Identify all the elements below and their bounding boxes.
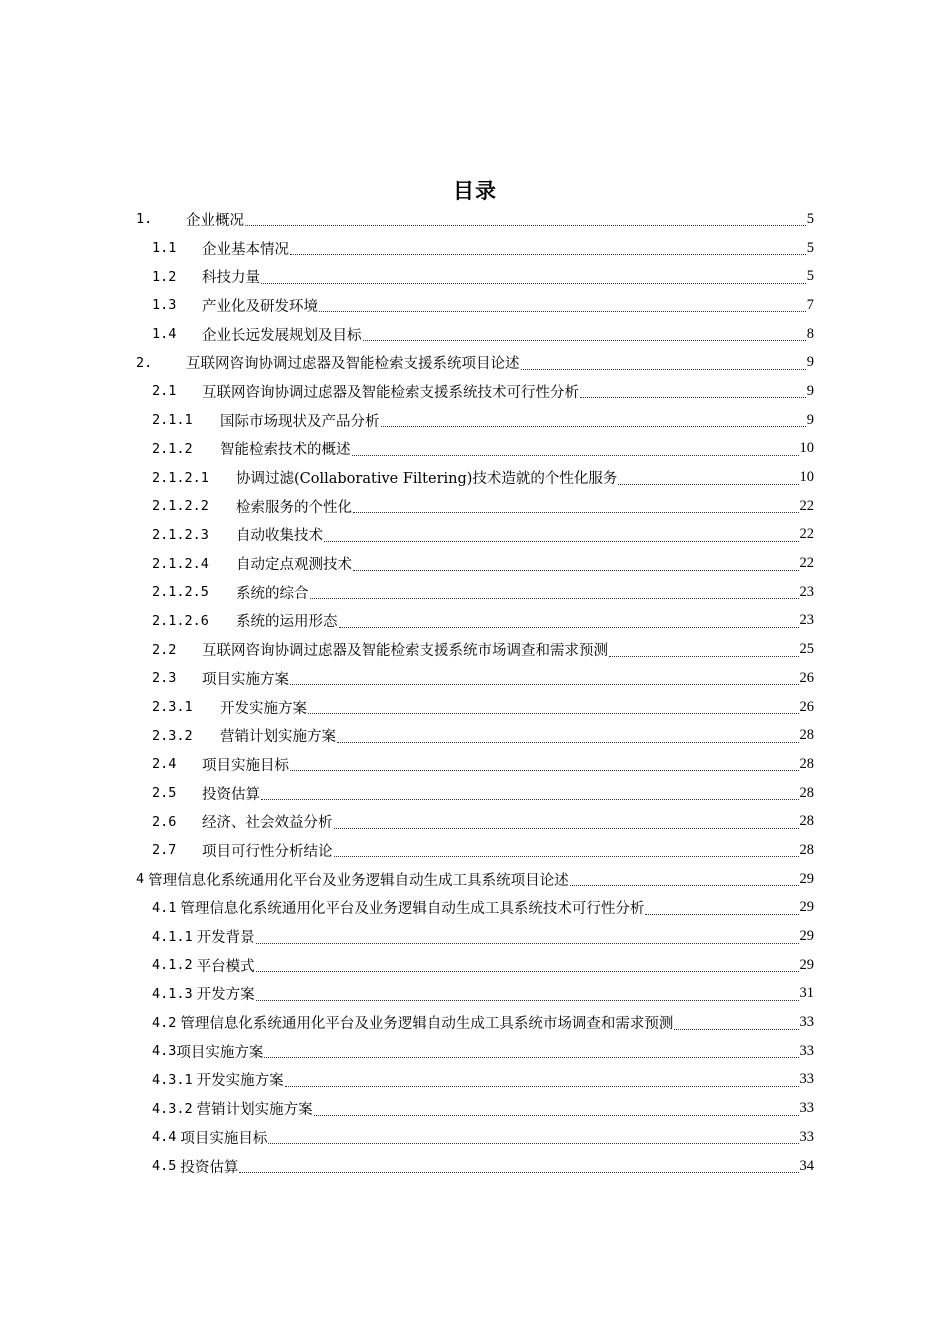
toc-dot-leader (285, 1085, 799, 1087)
toc-entry-label: 项目实施方案 (176, 1044, 264, 1061)
toc-entry-label: 开发背景 (196, 930, 255, 947)
toc-dot-leader (256, 970, 799, 972)
toc-entry-label: 经济、社会效益分析 (202, 815, 333, 832)
toc-entry-page-number: 34 (799, 1157, 814, 1174)
toc-entry[interactable] (136, 750, 814, 779)
toc-entry[interactable] (136, 549, 814, 578)
toc-entry[interactable] (136, 607, 814, 636)
toc-dot-leader (609, 655, 799, 657)
toc-entry[interactable] (136, 492, 814, 521)
toc-entry[interactable] (136, 435, 814, 464)
toc-entry-number: 4.1.3 (152, 985, 193, 1002)
toc-entry-number: 2.2 (152, 641, 177, 658)
toc-entry-page-number: 28 (799, 784, 814, 801)
toc-entry-number: 4.1.2 (152, 957, 193, 974)
toc-entry[interactable] (136, 664, 814, 693)
toc-entry[interactable] (136, 234, 814, 263)
toc-entry-page-number: 22 (799, 555, 814, 572)
toc-entry[interactable] (136, 779, 814, 808)
toc-entry-label: 智能检索技术的概述 (220, 442, 351, 459)
toc-entry[interactable] (136, 865, 814, 894)
toc-entry-page-number: 23 (799, 583, 814, 600)
toc-entry-label: 协调过滤(Collaborative Filtering)技术造就的个性化服务 (236, 471, 618, 488)
toc-dot-leader (264, 1056, 798, 1058)
toc-entry-number: 2.1.2.1 (152, 469, 209, 486)
toc-entry-page-number: 22 (799, 526, 814, 543)
toc-entry[interactable] (136, 721, 814, 750)
toc-dot-leader (310, 597, 799, 599)
page-title: 目录 (453, 178, 497, 203)
toc-entry[interactable] (136, 406, 814, 435)
table-of-contents (136, 205, 814, 1180)
toc-entry-number: 2.1.2 (152, 440, 193, 457)
toc-dot-leader (339, 626, 799, 628)
toc-dot-leader (353, 569, 799, 571)
toc-entry[interactable] (136, 635, 814, 664)
toc-entry-page-number: 33 (799, 1128, 814, 1145)
toc-entry-number: 4.1 (152, 899, 177, 916)
toc-entry-number: 4.3.2 (152, 1100, 193, 1117)
toc-entry[interactable] (136, 291, 814, 320)
toc-entry-label: 开发实施方案 (220, 700, 307, 717)
toc-entry-label: 产业化及研发环境 (202, 298, 318, 315)
toc-entry[interactable] (136, 1123, 814, 1152)
toc-entry-label: 开发实施方案 (196, 1073, 284, 1090)
toc-entry-label: 管理信息化系统通用化平台及业务逻辑自动生成工具系统项目论述 (148, 872, 569, 889)
toc-entry-label: 营销计划实施方案 (196, 1102, 313, 1119)
toc-entry-label: 互联网咨询协调过虑器及智能检索支援系统项目论述 (186, 356, 520, 373)
toc-dot-leader (308, 712, 799, 714)
toc-entry[interactable] (136, 1037, 814, 1066)
toc-dot-leader (245, 224, 806, 226)
toc-entry-number: 2.4 (152, 756, 177, 773)
toc-entry-number: 2.1.2.2 (152, 498, 209, 515)
toc-entry-page-number: 5 (806, 239, 814, 256)
toc-entry-label: 互联网咨询协调过虑器及智能检索支援系统市场调查和需求预测 (202, 643, 608, 660)
toc-entry-number: 4.2 (152, 1014, 177, 1031)
toc-entry[interactable] (136, 922, 814, 951)
toc-entry-number: 1.3 (152, 297, 177, 314)
toc-entry-label: 平台模式 (196, 958, 255, 975)
toc-entry-page-number: 9 (806, 382, 814, 399)
toc-dot-leader (363, 339, 806, 341)
toc-dot-leader (334, 827, 799, 829)
toc-entry-label: 互联网咨询协调过虑器及智能检索支援系统技术可行性分析 (202, 384, 579, 401)
toc-entry-page-number: 8 (806, 325, 814, 342)
toc-entry[interactable] (136, 578, 814, 607)
toc-entry-number: 2.1.2.5 (152, 584, 209, 601)
toc-entry-number: 1.2 (152, 268, 177, 285)
toc-dot-leader (381, 425, 806, 427)
toc-entry[interactable] (136, 951, 814, 980)
toc-entry-page-number: 10 (799, 440, 814, 457)
toc-entry-page-number: 28 (799, 755, 814, 772)
toc-entry-label: 检索服务的个性化 (236, 499, 352, 516)
toc-entry[interactable] (136, 463, 814, 492)
toc-entry-page-number: 5 (806, 210, 814, 227)
toc-entry-number: 2.3.2 (152, 727, 193, 744)
toc-entry-label: 项目实施目标 (180, 1130, 268, 1147)
toc-entry[interactable] (136, 1152, 814, 1181)
toc-dot-leader (290, 769, 799, 771)
toc-entry-page-number: 28 (799, 841, 814, 858)
toc-dot-leader (256, 942, 799, 944)
toc-entry-label: 自动定点观测技术 (236, 557, 352, 574)
toc-entry-page-number: 9 (806, 354, 814, 371)
toc-entry-number: 4.5 (152, 1158, 177, 1175)
toc-entry-label: 自动收集技术 (236, 528, 323, 545)
toc-entry-page-number: 23 (799, 612, 814, 629)
toc-entry-number: 4.3 (152, 1043, 177, 1060)
toc-entry-number: 2.3.1 (152, 699, 193, 716)
toc-entry-label: 营销计划实施方案 (220, 729, 336, 746)
toc-entry[interactable] (136, 521, 814, 550)
toc-entry-number: 2.1.2.3 (152, 526, 209, 543)
toc-entry-page-number: 31 (799, 985, 814, 1002)
toc-entry-page-number: 10 (799, 469, 814, 486)
toc-entry-number: 1.1 (152, 240, 177, 257)
toc-dot-leader (618, 483, 798, 485)
toc-entry[interactable] (136, 348, 814, 377)
toc-entry[interactable] (136, 894, 814, 923)
toc-entry[interactable] (136, 1066, 814, 1095)
toc-entry-page-number: 33 (799, 1042, 814, 1059)
toc-entry-number: 2. (136, 354, 153, 371)
toc-dot-leader (674, 1028, 798, 1030)
toc-entry-label: 企业长远发展规划及目标 (202, 327, 362, 344)
toc-entry-number: 4.1.1 (152, 928, 193, 945)
toc-entry-number: 2.7 (152, 842, 177, 859)
toc-dot-leader (353, 511, 799, 513)
toc-dot-leader (314, 1114, 799, 1116)
toc-dot-leader (290, 683, 799, 685)
toc-dot-leader (645, 913, 798, 915)
toc-dot-leader (239, 1171, 798, 1173)
toc-entry-label: 开发方案 (196, 987, 255, 1004)
toc-dot-leader (570, 884, 799, 886)
toc-dot-leader (580, 396, 806, 398)
toc-entry[interactable] (136, 320, 814, 349)
toc-entry-label: 系统的运用形态 (236, 614, 338, 631)
toc-dot-leader (324, 540, 799, 542)
toc-dot-leader (521, 368, 806, 370)
toc-entry-page-number: 22 (799, 497, 814, 514)
toc-dot-leader (319, 310, 806, 312)
toc-entry[interactable] (136, 693, 814, 722)
toc-entry-number: 2.1.2.6 (152, 612, 209, 629)
toc-entry-label: 项目可行性分析结论 (202, 843, 333, 860)
toc-entry[interactable] (136, 377, 814, 406)
toc-entry-page-number: 5 (806, 268, 814, 285)
toc-entry-label: 国际市场现状及产品分析 (220, 413, 380, 430)
toc-entry[interactable] (136, 1008, 814, 1037)
toc-dot-leader (256, 999, 799, 1001)
toc-entry-label: 投资估算 (202, 786, 260, 803)
toc-entry-number: 2.1.2.4 (152, 555, 209, 572)
toc-dot-leader (261, 798, 799, 800)
toc-entry-label: 管理信息化系统通用化平台及业务逻辑自动生成工具系统市场调查和需求预测 (180, 1016, 674, 1033)
toc-dot-leader (290, 253, 806, 255)
toc-entry[interactable] (136, 262, 814, 291)
toc-dot-leader (261, 282, 806, 284)
toc-entry-page-number: 25 (799, 641, 814, 658)
toc-entry-page-number: 33 (799, 1014, 814, 1031)
toc-entry-page-number: 29 (799, 870, 814, 887)
toc-entry-label: 科技力量 (202, 270, 260, 287)
toc-entry[interactable] (136, 807, 814, 836)
toc-entry-number: 2.1.1 (152, 412, 193, 429)
toc-entry-page-number: 26 (799, 669, 814, 686)
toc-entry-number: 4.4 (152, 1129, 177, 1146)
toc-entry-page-number: 29 (799, 956, 814, 973)
toc-entry-number: 2.6 (152, 813, 177, 830)
toc-entry-number: 2.3 (152, 670, 177, 687)
toc-entry-number: 2.1 (152, 383, 177, 400)
toc-entry-page-number: 9 (806, 411, 814, 428)
toc-entry-label: 投资估算 (180, 1159, 239, 1176)
toc-entry-label: 项目实施目标 (202, 757, 289, 774)
toc-entry-number: 2.5 (152, 785, 177, 802)
toc-entry[interactable] (136, 1094, 814, 1123)
toc-entry-page-number: 7 (806, 296, 814, 313)
toc-entry-label: 项目实施方案 (202, 671, 289, 688)
toc-entry-label: 企业概况 (186, 212, 244, 229)
toc-dot-leader (337, 741, 799, 743)
toc-entry-number: 4.3.1 (152, 1071, 193, 1088)
toc-entry-label: 管理信息化系统通用化平台及业务逻辑自动生成工具系统技术可行性分析 (180, 901, 645, 918)
toc-entry-number: 1. (136, 211, 153, 228)
toc-entry-number: 4 (136, 871, 145, 888)
toc-entry-page-number: 29 (799, 899, 814, 916)
toc-entry-label: 企业基本情况 (202, 241, 289, 258)
toc-entry-page-number: 26 (799, 698, 814, 715)
toc-dot-leader (334, 855, 799, 857)
toc-dot-leader (268, 1142, 798, 1144)
toc-entry[interactable] (136, 205, 814, 234)
toc-entry-label: 系统的综合 (236, 585, 309, 602)
toc-entry[interactable] (136, 836, 814, 865)
toc-entry-page-number: 33 (799, 1071, 814, 1088)
toc-entry-page-number: 29 (799, 928, 814, 945)
toc-entry-page-number: 28 (799, 813, 814, 830)
toc-entry[interactable] (136, 980, 814, 1009)
toc-entry-page-number: 28 (799, 727, 814, 744)
toc-entry-number: 1.4 (152, 326, 177, 343)
toc-entry-page-number: 33 (799, 1100, 814, 1117)
toc-dot-leader (352, 454, 799, 456)
